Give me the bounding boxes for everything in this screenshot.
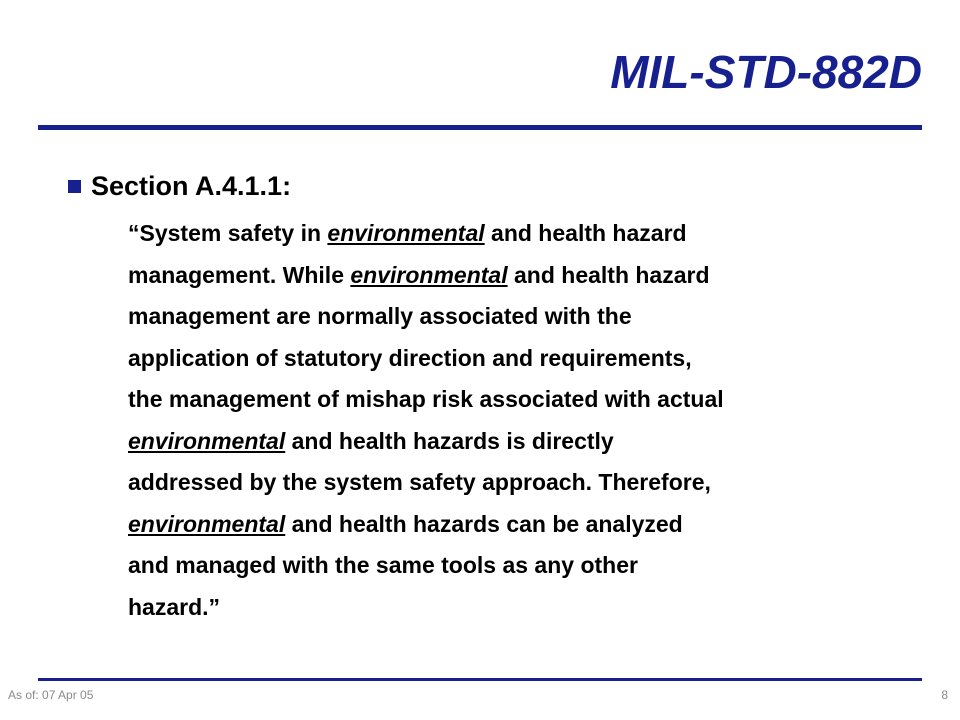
quote-line-10: hazard.” [128,593,221,620]
page-number: 8 [941,688,948,702]
quote-line-3: management are normally associated with the [128,303,632,329]
quote-line-5: the management of mishap risk associated with actual [128,386,724,412]
section-row [68,166,888,206]
quote-text [128,213,908,628]
emphasis-word: environmental [128,510,286,537]
footer-date: As of: 07 Apr 05 [8,688,94,702]
square-bullet-icon [68,180,81,193]
quote-line-2: management. While environmental and health hazard [128,261,710,288]
quote-line-6: environmental and health hazards is directly [128,427,614,454]
quote-line-4: application of statutory direction and requirements, [128,344,692,371]
quote-line-1: “System safety in environmental and health hazard [128,220,687,246]
quote-line-7: addressed by the system safety approach. Therefore, [128,469,711,495]
section-heading: Section A.4.1.1: [91,171,292,201]
emphasis-word: environmental [128,427,286,454]
quote-line-8: environmental and health hazards can be analyzed [128,510,683,537]
footer-divider [38,678,922,681]
slide-title: MIL-STD-882D [610,46,922,98]
emphasis-word: environmental [350,261,508,288]
quote-line-9: and managed with the same tools as any other [128,552,638,578]
title-divider [38,125,922,130]
emphasis-word: environmental [327,220,485,246]
